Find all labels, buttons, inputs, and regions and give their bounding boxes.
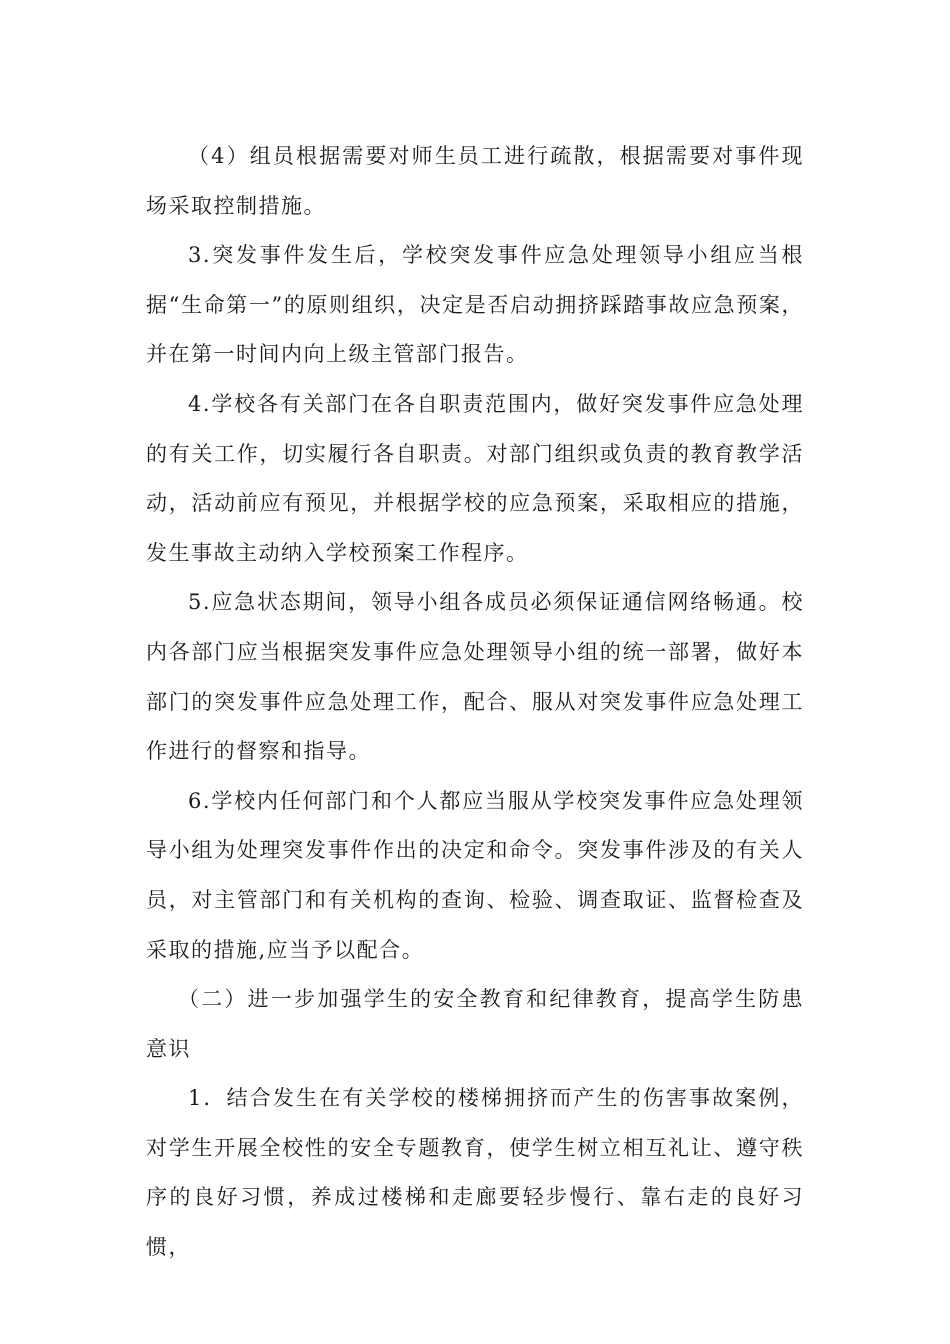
- paragraph-item-3: 3.突发事件发生后，学校突发事件应急处理领导小组应当根据“生命第一”的原则组织，决定是否启动拥挤踩踏事故应急预案，并在第一时间内向上级主管部门报告。: [146, 243, 804, 367]
- paragraph-item-4: 4.学校各有关部门在各自职责范围内，做好突发事件应急处理的有关工作，切实履行各自职责。对部门组织或负责的教育教学活动，活动前应有预见，并根据学校的应急预案，采取相应的措施，发生事故主动纳入学校预案工作程序。: [146, 391, 804, 565]
- document-body: [146, 132, 804, 1273]
- paragraph-item-6: 6.学校内任何部门和个人都应当服从学校突发事件应急处理领导小组为处理突发事件作出的决定和命令。突发事件涉及的有关人员，对主管部门和有关机构的查询、检验、调查取证、监督检查及采取的措施,应当予以配合。: [146, 788, 804, 962]
- section-heading-2: （二）进一步加强学生的安全教育和纪律教育，提高学生防患意识: [146, 987, 804, 1061]
- paragraph-step-4: （4）组员根据需要对师生员工进行疏散，根据需要对事件现场采取控制措施。: [146, 144, 804, 218]
- paragraph-item-5: 5.应急状态期间，领导小组各成员必须保证通信网络畅通。校内各部门应当根据突发事件应急处理领导小组的统一部署，做好本部门的突发事件应急处理工作，配合、服从对突发事件应急处理工作进行的督察和指导。: [146, 590, 804, 764]
- paragraph-section-2-item-1: 1．结合发生在有关学校的楼梯拥挤而产生的伤害事故案例，对学生开展全校性的安全专题教育，使学生树立相互礼让、遵守秩序的良好习惯，养成过楼梯和走廊要轻步慢行、靠右走的良好习惯，: [146, 1086, 804, 1260]
